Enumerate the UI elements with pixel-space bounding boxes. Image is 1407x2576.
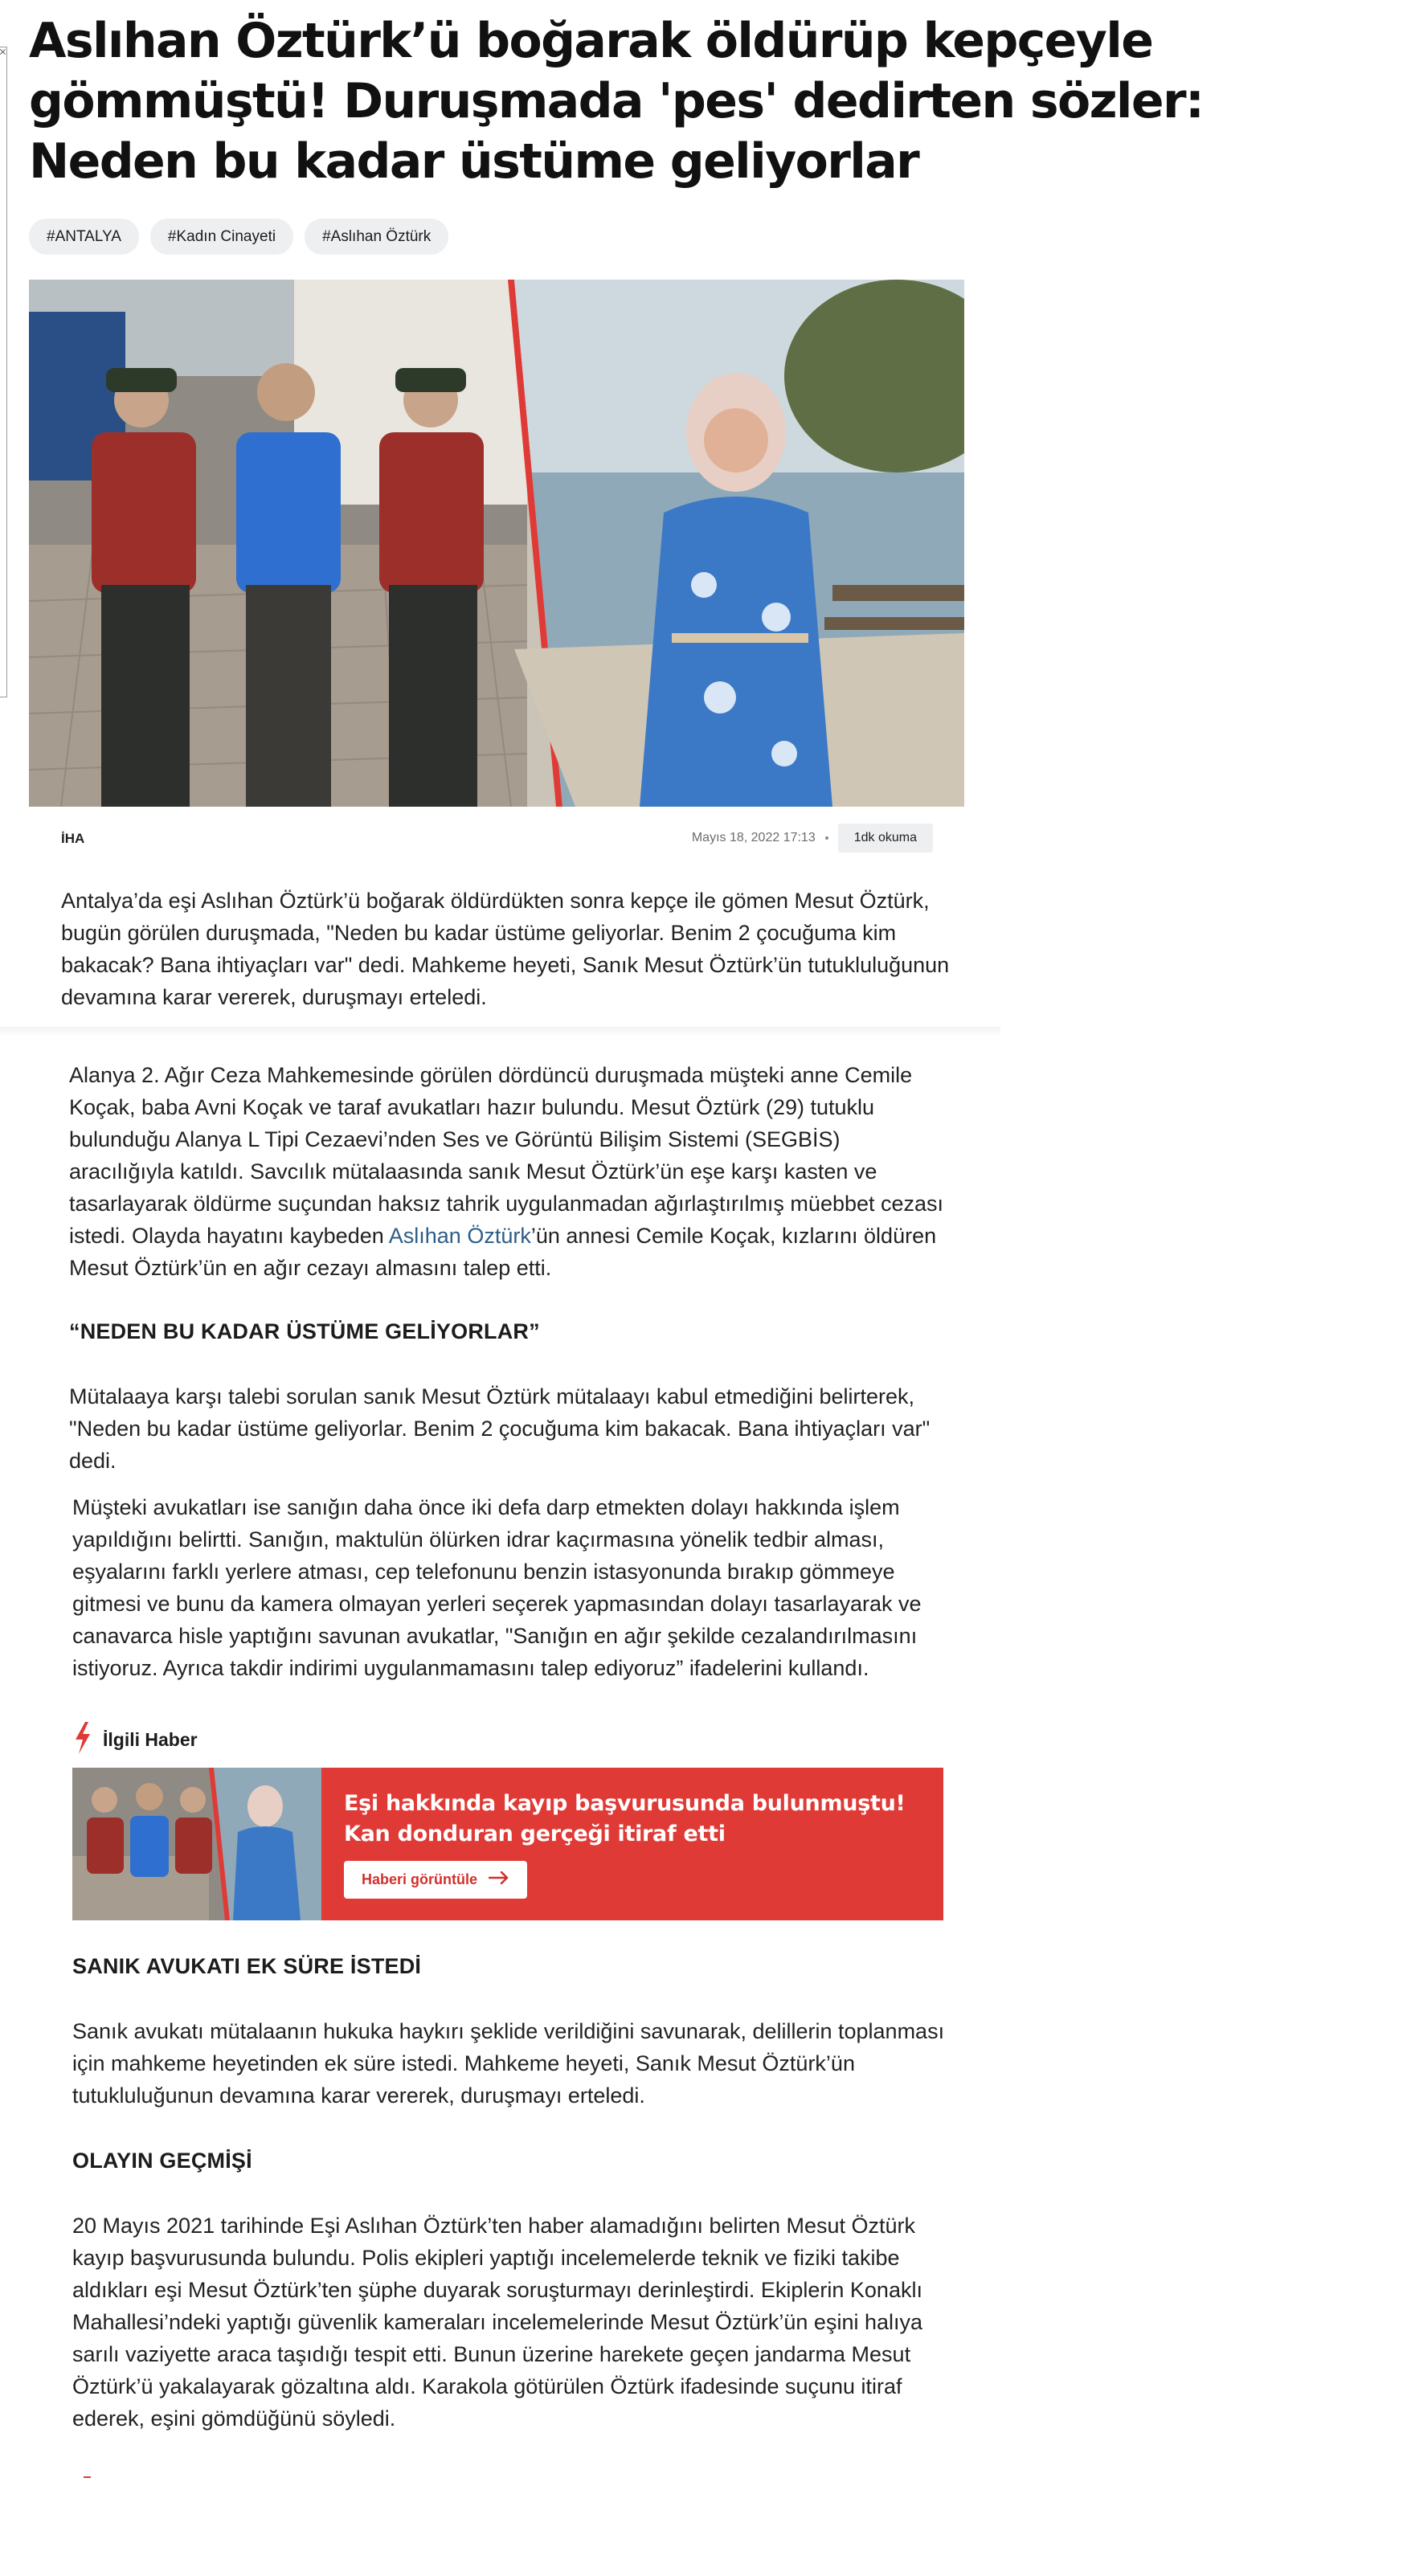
view-news-button[interactable]	[344, 1861, 527, 1899]
publish-date: Mayıs 18, 2022 17:13	[691, 831, 816, 844]
paragraph-lawyers: Müşteki avukatları ise sanığın daha önce iki defa darp etmekten dolayı hakkında işlem yapıldığını belirtti. Sanığın, maktulün ölürken idrar kaçırmasına yönelik tedbir alması, eşyalarını farklı yerlere atması, cep telefonunu benzin istasyonunda bırakıp gömmeye gitmesi ve bunu da kamera olmayan yerleri seçerek yapmasından dolayı tasarlayarak ve canavarca hisle yaptığını savunan avukatlar, "Sanığın en ağır şekilde cezalandırılmasını istiyoruz. Ayrıca takdir indirimi uygulanmamasını talep ediyoruz” ifadelerini kullandı.	[72, 1495, 922, 1680]
paragraph-background: 20 Mayıs 2021 tarihinde Eşi Aslıhan Öztürk’ten haber alamadığını belirten Mesut Öztürk kayıp başvurusunda bulundu. Polis ekipleri yaptığı incelemelerde teknik ve fiziki takibe aldıkları eşi Mesut Öztürk’ten şüphe duyarak soruşturmayı derinleştirdi. Ekiplerin Konaklı Mahallesi’ndeki yaptığı güvenlik kameraları incelemelerinde Mesut Öztürk’ün eşini halıya sarılı vaziyette araca taşıdığı tespit etti. Bunun üzerine harekete geçen jandarma Mesut Öztürk’ü yakalayarak gözaltına aldı. Karakola götürülen Öztürk ifadesinde suçunu itiraf ederek, eşini gömdüğünü söyledi.	[72, 2214, 923, 2431]
arrow-right-icon	[489, 1871, 509, 1888]
section-heading-quote: “NEDEN BU KADAR ÜSTÜME GELİYORLAR”	[69, 1319, 540, 1343]
article-title: Aslıhan Öztürk’ü boğarak öldürüp kepçeyle gömmüştü! Duruşmada 'pes' dedirten sözler: Neden bu kadar üstüme geliyorlar	[29, 13, 1204, 190]
view-news-label: Haberi görüntüle	[362, 1871, 478, 1887]
article-source: İHA	[61, 831, 85, 846]
paragraph-defendant: Mütalaaya karşı talebi sorulan sanık Mesut Öztürk mütalaayı kabul etmediğini belirterek, "Neden bu kadar üstüme geliyorlar. Benim 2 çocuğuma kim bakacak. Bana ihtiyaçları var" dedi.	[69, 1384, 931, 1473]
hero-image	[29, 280, 964, 807]
tag-list	[29, 219, 448, 255]
separator-dot	[825, 836, 828, 840]
related-news-thumbnail[interactable]	[72, 1768, 321, 1920]
related-news-title: İlgili Haber	[103, 1729, 198, 1750]
paragraph-defense: Sanık avukatı mütalaanın hukuka haykırı şeklide verildiğini savunarak, delillerin toplanması için mahkeme heyetinden ek süre istedi. Mahkeme heyeti, Sanık Mesut Öztürk’ün tutukluluğunun devamına karar vererek, duruşmayı erteledi.	[72, 2019, 945, 2108]
related-news-label	[74, 1722, 198, 1758]
section-heading-defense: SANIK AVUKATI EK SÜRE İSTEDİ	[72, 1954, 422, 1978]
related-news-card[interactable]	[72, 1768, 943, 1920]
related-news-body	[321, 1768, 943, 1920]
tag-kadin-cinayeti[interactable]: #Kadın Cinayeti	[150, 219, 293, 255]
article-meta	[692, 824, 933, 853]
article-summary: Antalya’da eşi Aslıhan Öztürk’ü boğarak öldürdükten sonra kepçe ile gömen Mesut Öztürk, bugün görülen duruşmada, "Neden bu kadar üstüme geliyorlar. Benim 2 çocuğuma kim bakacak? Bana ihtiyaçları var" dedi. Mahkeme heyeti, Sanık Mesut Öztürk’ün tutukluluğunun devamına karar vererek, duruşmayı erteledi.	[61, 889, 950, 1009]
side-panel-edge[interactable]	[0, 47, 7, 697]
section-divider	[0, 1027, 1000, 1037]
read-time-badge: 1dk okuma	[838, 824, 933, 853]
paragraph-text: ’ün annesi Cemile Koçak, kızlarını öldüren Mesut Öztürk’ün en ağır cezayı almasını talep etti.	[69, 1224, 937, 1280]
tag-aslihan-ozturk[interactable]: #Aslıhan Öztürk	[305, 219, 448, 255]
paragraph-hearing	[69, 1059, 947, 1284]
link-aslihan-ozturk[interactable]: Aslıhan Öztürk	[388, 1224, 531, 1248]
tag-antalya[interactable]: #ANTALYA	[29, 219, 139, 255]
lightning-bolt-icon	[74, 1722, 92, 1758]
close-icon[interactable]	[0, 49, 6, 55]
section-heading-background: OLAYIN GEÇMİŞİ	[72, 2149, 252, 2173]
footer-accent-mark	[84, 2476, 91, 2478]
related-news-headline[interactable]: Eşi hakkında kayıp başvurusunda bulunmuştu! Kan donduran gerçeği itiraf etti	[344, 1791, 906, 1846]
paragraph-text: Alanya 2. Ağır Ceza Mahkemesinde görülen dördüncü duruşmada müşteki anne Cemile Koçak, baba Avni Koçak ve taraf avukatları hazır bulundu. Mesut Öztürk (29) tutuklu bulunduğu Alanya L Tipi Cezaevi’nden Ses ve Görüntü Bilişim Sistemi (SEGBİS) aracılığıyla katıldı. Savcılık mütalaasında sanık Mesut Öztürk’ün eşe karşı kasten ve tasarlayarak öldürme suçundan haksız tahrik uygulanmadan ağırlaştırılmış müebbet cezası istedi. Olayda hayatını kaybeden	[69, 1063, 944, 1248]
